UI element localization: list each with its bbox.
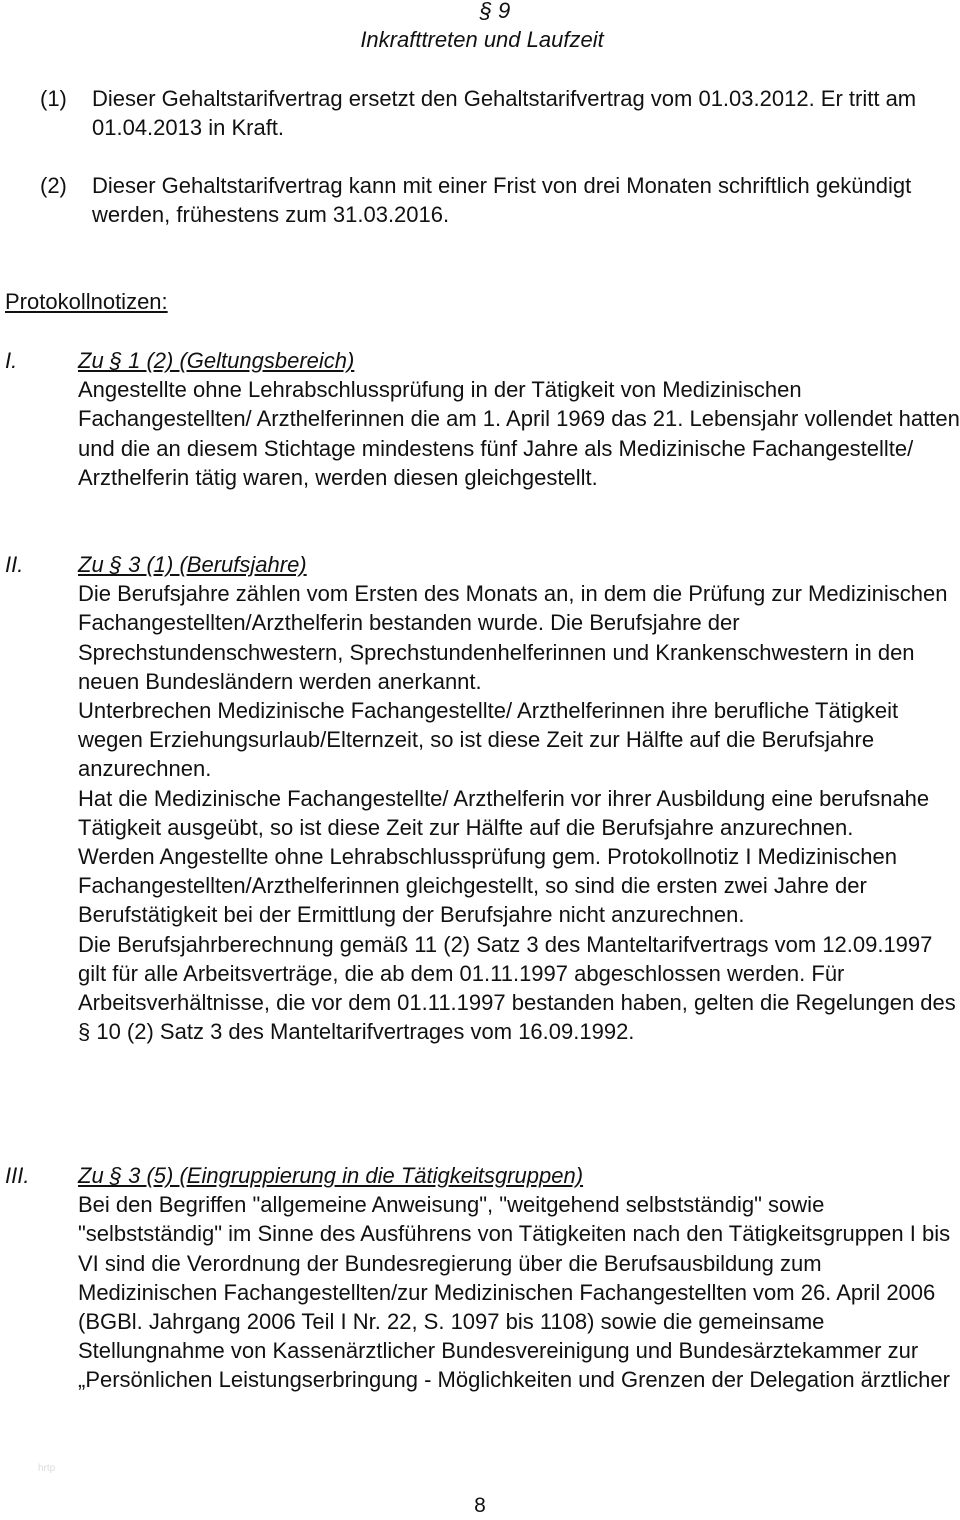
note-paragraph: Hat die Medizinische Fachangestellte/ Arzthelferin vor ihrer Ausbildung eine berufsnahe Tätigkeit ausgeübt, so ist diese Zeit zur Hälfte auf die Berufsjahre anzurechnen.	[78, 785, 930, 840]
paragraph-text: Dieser Gehaltstarifvertrag ersetzt den Gehaltstarifvertrag vom 01.03.2012. Er tritt am 01.04.2013 in Kraft.	[92, 86, 917, 141]
watermark: hrtp	[38, 1463, 56, 1474]
note-numeral: II.	[5, 552, 24, 577]
protocol-note-2	[5, 550, 960, 1046]
page-number: 8	[474, 1494, 486, 1517]
protocol-note-3	[5, 1161, 960, 1395]
note-title: Zu § 3 (1) (Berufsjahre)	[78, 552, 307, 577]
protocol-note-1	[5, 346, 960, 492]
note-numeral: I.	[5, 348, 18, 373]
paragraph-number: (1)	[40, 86, 67, 111]
note-paragraph: Die Berufsjahrberechnung gemäß 11 (2) Satz 3 des Manteltarifvertrags vom 12.09.1997 gilt für alle Arbeitsverträge, die ab dem 01.11.1997 abgeschlossen werden. Für Arbeitsverhältnisse, die vor dem 01.11.1997 bestanden haben, gelten die Regelungen des § 10 (2) Satz 3 des Manteltarifvertrages vom 16.09.1992.	[78, 931, 956, 1045]
paragraph-number: (2)	[40, 173, 67, 198]
paragraph-1	[40, 84, 960, 142]
note-paragraph: Die Berufsjahre zählen vom Ersten des Monats an, in dem die Prüfung zur Medizinischen Fachangestellten/Arzthelferin bestanden wurde. Die Berufsjahre der Sprechstundenschwestern, Sprechstundenhelferinnen und Krankenschwestern in den neuen Bundesländern werden anerkannt.	[78, 581, 948, 694]
section-title: Inkrafttreten und Laufzeit	[360, 27, 604, 52]
note-numeral: III.	[5, 1163, 30, 1188]
note-paragraph: Angestellte ohne Lehrabschlussprüfung in der Tätigkeit von Medizinischen Fachangestellten/ Arzthelferinnen die am 1. April 1969 das 21. Lebensjahr vollendet hatten und die an diesem Stichtage mindestens fünf Jahre als Medizinische Fachangestellte/ Arzthelferin tätig waren, werden diesen gleichgestellt.	[78, 377, 960, 490]
note-title: Zu § 1 (2) (Geltungsbereich)	[78, 348, 355, 373]
note-title: Zu § 3 (5) (Eingruppierung in die Tätigkeitsgruppen)	[78, 1163, 584, 1188]
note-paragraph: Unterbrechen Medizinische Fachangestellte/ Arzthelferinnen ihre berufliche Tätigkeit wegen Erziehungsurlaub/Elternzeit, so ist diese Zeit zur Hälfte auf die Berufsjahre anzurechnen.	[78, 698, 899, 782]
note-paragraph: Bei den Begriffen "allgemeine Anweisung", "weitgehend selbstständig" sowie "selbstständig" im Sinne des Ausführens von Tätigkeiten nach den Tätigkeitsgruppen I bis VI sind die Verordnung der Bundesregierung über die Berufsausbildung zum Medizinischen Fachangestellten/zur Medizinischen Fachangestellten vom 26. April 2006 (BGBl. Jahrgang 2006 Teil I Nr. 22, S. 1097 bis 1108) sowie die gemeinsame Stellungnahme von Kassenärztlicher Bundesvereinigung und Bundesärztekammer zur „Persönlichen Leistungserbringung - Möglichkeiten und Grenzen der Delegation ärztlicher	[78, 1192, 951, 1393]
note-paragraph: Werden Angestellte ohne Lehrabschlussprüfung gem. Protokollnotiz I Medizinischen Fachangestellten/Arzthelferinnen gleichgestellt, so sind die ersten zwei Jahre der Berufstätigkeit bei der Ermittlung der Berufsjahre nicht anzurechnen.	[78, 844, 897, 928]
paragraph-2	[40, 171, 960, 229]
paragraph-text: Dieser Gehaltstarifvertrag kann mit einer Frist von drei Monaten schriftlich gekündigt werden, frühestens zum 31.03.2016.	[92, 173, 912, 228]
section-number: § 9	[479, 0, 511, 23]
protocol-heading: Protokollnotizen:	[5, 289, 168, 314]
